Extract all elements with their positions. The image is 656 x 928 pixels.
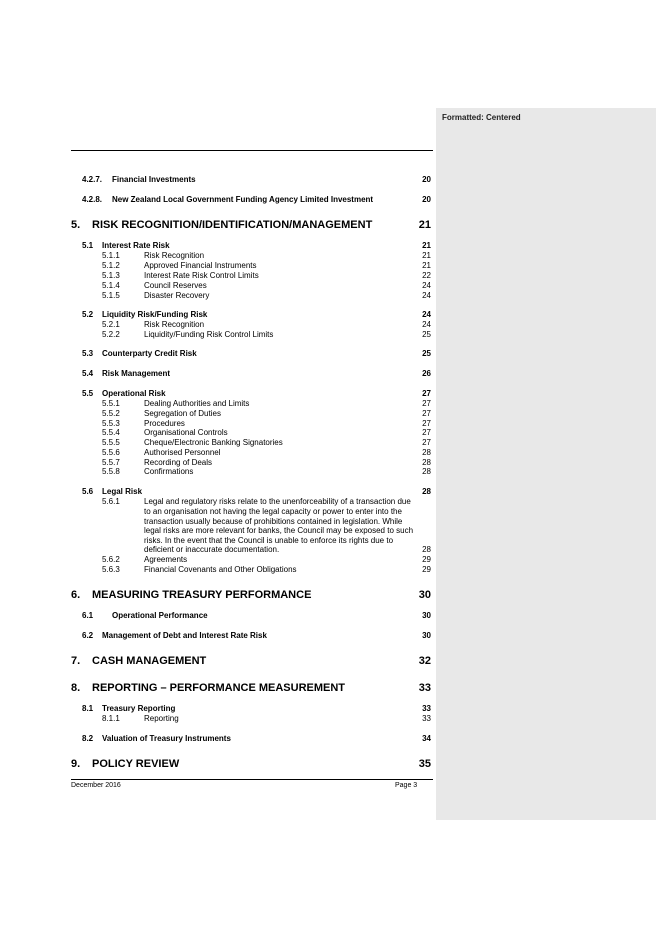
toc-number: 6. bbox=[71, 589, 81, 601]
toc-entry[interactable] bbox=[0, 631, 656, 643]
toc-entry[interactable] bbox=[0, 758, 656, 773]
toc-page: 25 bbox=[422, 349, 431, 358]
toc-title: Recording of Deals bbox=[144, 458, 213, 467]
toc-title: Treasury Reporting bbox=[102, 704, 176, 713]
toc-title: Interest Rate Risk Control Limits bbox=[144, 271, 259, 280]
toc-title: Dealing Authorities and Limits bbox=[144, 399, 250, 408]
toc-entry[interactable] bbox=[0, 467, 656, 479]
toc-title: Financial Covenants and Other Obligations bbox=[144, 565, 297, 574]
toc-entry[interactable] bbox=[0, 175, 656, 187]
toc-title: Approved Financial Instruments bbox=[144, 261, 257, 270]
toc-description-line: transaction usually because of prohibitions contained in legislation. While bbox=[144, 517, 403, 526]
toc-page: 28 bbox=[422, 487, 431, 496]
toc-page: 22 bbox=[422, 271, 431, 280]
toc-page: 33 bbox=[422, 714, 431, 723]
toc-entry[interactable] bbox=[0, 589, 656, 604]
toc-entry[interactable] bbox=[0, 565, 656, 577]
toc-page: 26 bbox=[422, 369, 431, 378]
toc-page: 30 bbox=[418, 589, 431, 601]
toc-number: 5.1.2 bbox=[102, 261, 120, 270]
toc-number: 6.2 bbox=[82, 631, 94, 640]
toc-title: Segregation of Duties bbox=[144, 409, 221, 418]
toc-entry[interactable] bbox=[0, 349, 656, 361]
toc-page: 35 bbox=[418, 758, 431, 770]
toc-title: Interest Rate Risk bbox=[102, 241, 170, 250]
toc-number: 8.2 bbox=[82, 734, 94, 743]
toc-title: Legal Risk bbox=[102, 487, 143, 496]
toc-title: Operational Performance bbox=[112, 611, 208, 620]
toc-number: 4.2.7. bbox=[82, 175, 103, 184]
toc-title: Confirmations bbox=[144, 467, 194, 476]
toc-number: 8.1.1 bbox=[102, 714, 120, 723]
toc-number: 5.2.1 bbox=[102, 320, 120, 329]
toc-title: Financial Investments bbox=[112, 175, 196, 184]
toc-entry[interactable] bbox=[0, 291, 656, 303]
toc-page: 29 bbox=[422, 555, 431, 564]
toc-description-line: Legal and regulatory risks relate to the unenforceability of a transaction due bbox=[144, 497, 411, 506]
toc-number: 5.1.3 bbox=[102, 271, 120, 280]
toc-page: 21 bbox=[422, 251, 431, 260]
toc-description-line: to an organisation not having the legal capacity or power to enter into the bbox=[144, 507, 402, 516]
toc-description-line: risks. In the event that the Council is unable to enforce its rights due to bbox=[144, 536, 394, 545]
toc-number: 5.3 bbox=[82, 349, 94, 358]
toc-page: 33 bbox=[422, 704, 431, 713]
toc-number: 5.5 bbox=[82, 389, 94, 398]
toc-page: 20 bbox=[422, 195, 431, 204]
toc-entry[interactable] bbox=[0, 219, 656, 234]
toc-page: 27 bbox=[422, 438, 431, 447]
toc-title: Risk Management bbox=[102, 369, 171, 378]
toc-entry[interactable] bbox=[0, 682, 656, 697]
toc-number: 5.4 bbox=[82, 369, 94, 378]
toc-title: New Zealand Local Government Funding Agency Limited Investment bbox=[112, 195, 374, 204]
toc-title: Reporting bbox=[144, 714, 179, 723]
toc-number: 5.1 bbox=[82, 241, 94, 250]
toc-title: Valuation of Treasury Instruments bbox=[102, 734, 231, 743]
toc-page: 27 bbox=[422, 399, 431, 408]
toc-number: 5.2 bbox=[82, 310, 94, 319]
toc-page: 21 bbox=[422, 261, 431, 270]
toc-page: 28 bbox=[422, 458, 431, 467]
toc-title: CASH MANAGEMENT bbox=[92, 655, 207, 667]
toc-page: 32 bbox=[418, 655, 431, 667]
toc-title: Risk Recognition bbox=[144, 251, 205, 260]
toc-number: 5.6.2 bbox=[102, 555, 120, 564]
toc-page: 28 bbox=[422, 467, 431, 476]
toc-number: 5.5.4 bbox=[102, 428, 120, 437]
formatting-comment-label: Formatted: Centered bbox=[442, 113, 521, 122]
toc-page: 33 bbox=[418, 682, 431, 694]
toc-number: 5.5.6 bbox=[102, 448, 120, 457]
toc-page: 29 bbox=[422, 565, 431, 574]
toc-entry[interactable] bbox=[0, 714, 656, 726]
toc-page: 24 bbox=[422, 291, 431, 300]
footer-date: December 2016 bbox=[71, 782, 121, 789]
toc-page: 28 bbox=[422, 545, 431, 554]
toc-page: 30 bbox=[422, 631, 431, 640]
toc-title: Organisational Controls bbox=[144, 428, 228, 437]
toc-description-line: deficient or inaccurate documentation. bbox=[144, 545, 280, 554]
toc-number: 5.1.1 bbox=[102, 251, 120, 260]
toc-number: 5.6 bbox=[82, 487, 94, 496]
toc-number: 7. bbox=[71, 655, 81, 667]
toc-title: Authorised Personnel bbox=[144, 448, 221, 457]
toc-number: 9. bbox=[71, 758, 81, 770]
toc-entry[interactable] bbox=[0, 195, 656, 207]
toc-page: 24 bbox=[422, 320, 431, 329]
toc-number: 5.2.2 bbox=[102, 330, 120, 339]
toc-page: 20 bbox=[422, 175, 431, 184]
toc-title: REPORTING – PERFORMANCE MEASUREMENT bbox=[92, 682, 346, 694]
footer-page-number: Page 3 bbox=[395, 782, 418, 789]
toc-title: Council Reserves bbox=[144, 281, 207, 290]
toc-number: 5.5.3 bbox=[102, 419, 120, 428]
toc-title: Cheque/Electronic Banking Signatories bbox=[144, 438, 283, 447]
toc-title: Counterparty Credit Risk bbox=[102, 349, 197, 358]
toc-number: 8.1 bbox=[82, 704, 94, 713]
toc-title: MEASURING TREASURY PERFORMANCE bbox=[92, 589, 312, 601]
toc-title: Disaster Recovery bbox=[144, 291, 210, 300]
toc-entry[interactable] bbox=[0, 655, 656, 670]
toc-page: 25 bbox=[422, 330, 431, 339]
toc-page: 21 bbox=[422, 241, 431, 250]
toc-page: 21 bbox=[418, 219, 431, 231]
toc-number: 5.1.5 bbox=[102, 291, 120, 300]
toc-page: 34 bbox=[422, 734, 431, 743]
toc-page: 24 bbox=[422, 281, 431, 290]
toc-number: 5.5.1 bbox=[102, 399, 120, 408]
toc-number: 5.5.8 bbox=[102, 467, 120, 476]
toc-number: 6.1 bbox=[82, 611, 94, 620]
toc-number: 5.1.4 bbox=[102, 281, 120, 290]
toc-entry[interactable] bbox=[0, 611, 656, 623]
toc-description-line: legal risks are more relevant for banks, the Council may be exposed to such bbox=[144, 526, 414, 535]
toc-title: Liquidity/Funding Risk Control Limits bbox=[144, 330, 274, 339]
footer-rule bbox=[71, 779, 433, 780]
toc-number: 5.5.2 bbox=[102, 409, 120, 418]
toc-page: 27 bbox=[422, 389, 431, 398]
toc-page: 27 bbox=[422, 409, 431, 418]
header-rule bbox=[71, 150, 433, 151]
toc-page: 27 bbox=[422, 419, 431, 428]
toc-title: Risk Recognition bbox=[144, 320, 205, 329]
toc-title: Agreements bbox=[144, 555, 188, 564]
toc-entry[interactable] bbox=[0, 734, 656, 746]
toc-number: 4.2.8. bbox=[82, 195, 103, 204]
toc-page: 24 bbox=[422, 310, 431, 319]
toc-page: 30 bbox=[422, 611, 431, 620]
toc-entry[interactable] bbox=[0, 369, 656, 381]
toc-title: Liquidity Risk/Funding Risk bbox=[102, 310, 208, 319]
toc-title: Operational Risk bbox=[102, 389, 166, 398]
toc-title: Management of Debt and Interest Rate Risk bbox=[102, 631, 267, 640]
toc-number: 5.5.7 bbox=[102, 458, 120, 467]
toc-title: RISK RECOGNITION/IDENTIFICATION/MANAGEMENT bbox=[92, 219, 373, 231]
toc-number: 5.6.1 bbox=[102, 497, 120, 506]
toc-number: 5. bbox=[71, 219, 81, 231]
toc-title: POLICY REVIEW bbox=[92, 758, 180, 770]
toc-entry[interactable] bbox=[0, 330, 656, 342]
toc-number: 5.5.5 bbox=[102, 438, 120, 447]
toc-title: Procedures bbox=[144, 419, 185, 428]
toc-number: 5.6.3 bbox=[102, 565, 120, 574]
toc-page: 28 bbox=[422, 448, 431, 457]
toc-number: 8. bbox=[71, 682, 81, 694]
toc-page: 27 bbox=[422, 428, 431, 437]
